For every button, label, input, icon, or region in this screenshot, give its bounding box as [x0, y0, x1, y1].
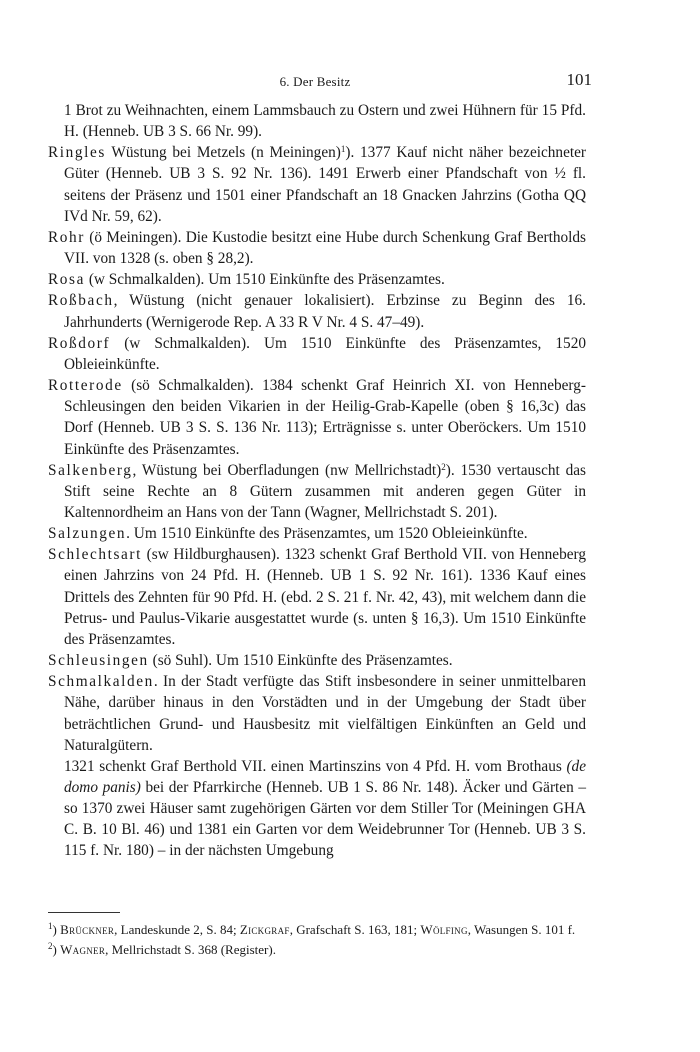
place-name: Salkenberg	[48, 461, 133, 479]
running-head	[0, 70, 700, 92]
footnote-ref: 2	[441, 461, 446, 472]
place-name: Schleusingen	[48, 652, 149, 670]
place-entry	[48, 671, 586, 756]
entry-text: . In der Stadt verfügte das Stift insbesondere in seiner unmittelbaren Nähe, darüber hinaus in den Vorstädten und in der Umgebung der Stadt über beträchtlichen Grund- und Hausbesitz mit vielfältigen Einkünften an Geld und Naturalgütern.	[64, 673, 586, 754]
place-name: Schmalkalden	[48, 673, 154, 691]
page-number: 101	[566, 70, 592, 89]
place-name: Rohr	[48, 228, 85, 246]
author-name: Wölfing	[420, 922, 468, 937]
footnote-marker: 1	[48, 921, 53, 931]
entry-text: Wüstung bei Metzels (n Meiningen)	[105, 144, 341, 162]
place-name: Ringles	[48, 144, 106, 162]
place-entry	[48, 544, 586, 650]
place-name: Roßdorf	[48, 334, 111, 352]
footnote-marker: 2	[48, 941, 53, 951]
place-entry	[48, 227, 586, 269]
footnote-text: , Grafschaft S. 163, 181;	[289, 922, 421, 937]
author-name: Zickgraf	[239, 922, 290, 937]
author-name: Wagner	[60, 942, 106, 957]
place-entry	[48, 375, 586, 460]
footnotes	[48, 920, 586, 960]
place-name: Rotterode	[48, 377, 123, 395]
entry-text: (sö Suhl). Um 1510 Einkünfte des Präsenzamtes.	[148, 652, 453, 670]
entry-text: ). 1377 Kauf nicht näher bezeichneter Güter (Henneb. UB 3 S. 92 Nr. 136). 1491 Erwerb einer Pfandschaft von ½ fl. seitens der Präsenz und 1501 einer Pfandschaft an 18 Gnacken Jahrzins (Gotha QQ IVd Nr. 59, 62).	[64, 144, 586, 225]
place-entry	[48, 650, 586, 671]
footnote-text: , Wasungen S. 101 f.	[467, 922, 576, 937]
place-entry	[48, 269, 586, 290]
place-name: Schlechtsart	[48, 546, 142, 564]
place-entry	[48, 100, 586, 142]
place-name: Salzungen	[48, 525, 127, 543]
entry-text: bei der Pfarrkirche (Henneb. UB 1 S. 86 Nr. 148). Äcker und Gärten – so 1370 zwei Häuser samt zugehörigen Gärten vor dem Stiller Tor (Meiningen GHA C. B. 10 Bl. 46) und 1381 ein Garten vor dem Weidebrunner Tor (Henneb. UB 3 S. 115 f. Nr. 180) – in der nächsten Umgebung	[64, 779, 587, 860]
footnote-text: , Mellrichstadt S. 368 (Register).	[105, 942, 276, 957]
place-name: Roßbach	[48, 292, 114, 310]
body-text	[48, 100, 586, 862]
footnote: $^1$) Brückner, Landeskunde 2, S. 84; Zickgraf, Grafschaft S. 163, 181; Wölfing, Wasungen S. 101 f.	[48, 921, 576, 937]
author-name: Brückner	[60, 922, 115, 937]
entry-paragraph	[48, 756, 586, 862]
entry-text: , Wüstung bei Oberfladungen (nw Mellrichstadt)	[132, 461, 442, 479]
entry-text: 1321 schenkt Graf Berthold VII. einen Martinszins von 4 Pfd. H. vom Brothaus	[64, 757, 567, 775]
footnote: $^2$) Wagner, Mellrichstadt S. 368 (Register).	[48, 941, 276, 957]
entry-text: (sö Schmalkalden). 1384 schenkt Graf Heinrich XI. von Henneberg-Schleusingen den beiden Vikarien in der Heilig-Grab-Kapelle (oben § 16,3c) das Dorf (Henneb. UB 3 S. S. 136 Nr. 113); Erträgnisse s. unter Oberöckers. Um 1510 Einkünfte des Präsenzamtes.	[64, 377, 586, 458]
entry-text: ). 1530 vertauscht das Stift seine Rechte an 8 Gütern zusammen mit anderen gegen Güter in Kaltennordheim an Hans von der Tann (Wagner, Mellrichstadt S. 201).	[64, 461, 586, 521]
place-entry	[48, 523, 586, 544]
entry-text: . Um 1510 Einkünfte des Präsenzamtes, um 1520 Obleieinkünfte.	[126, 525, 528, 543]
latin-term: (de domo panis)	[64, 757, 586, 796]
entry-text: (w Schmalkalden). Um 1510 Einkünfte des Präsenzamtes.	[85, 271, 445, 289]
place-entry	[48, 333, 586, 375]
place-entry	[48, 142, 586, 227]
place-entry	[48, 290, 586, 332]
footnote-text: , Landeskunde 2, S. 84;	[114, 922, 240, 937]
footnote-ref: 1	[340, 144, 346, 155]
running-title: 6. Der Besitz	[279, 74, 351, 89]
entry-text: (sw Hildburghausen). 1323 schenkt Graf Berthold VII. von Henneberg einen Jahrzins von 24 Pfd. H. (Henneb. UB 1 S. 92 Nr. 161). 1336 Kauf eines Drittels des Zehnten für 90 Pfd. H. (ebd. 2 S. 21 f. Nr. 42, 43), mit welchem dann die Petrus- und Paulus-Vikarie ausgestattet wurde (s. unten § 16,3). Um 1510 Einkünfte des Präsenzamtes.	[64, 546, 586, 648]
entry-text: 1 Brot zu Weihnachten, einem Lammsbauch zu Ostern und zwei Hühnern für 15 Pfd. H. (Henneb. UB 3 S. 66 Nr. 99).	[64, 102, 586, 141]
entry-text: , Wüstung (nicht genauer lokalisiert). Erbzinse zu Beginn des 16. Jahrhunderts (Wernigerode Rep. A 33 R V Nr. 4 S. 47–49).	[64, 292, 586, 331]
place-entry	[48, 460, 586, 523]
footnote-separator	[48, 912, 120, 913]
entry-text: (ö Meiningen). Die Kustodie besitzt eine Hube durch Schenkung Graf Bertholds VII. von 1328 (s. oben § 28,2).	[64, 228, 586, 268]
entry-text: (w Schmalkalden). Um 1510 Einkünfte des Präsenzamtes, 1520 Obleieinkünfte.	[64, 334, 586, 373]
place-name: Rosa	[48, 271, 85, 289]
